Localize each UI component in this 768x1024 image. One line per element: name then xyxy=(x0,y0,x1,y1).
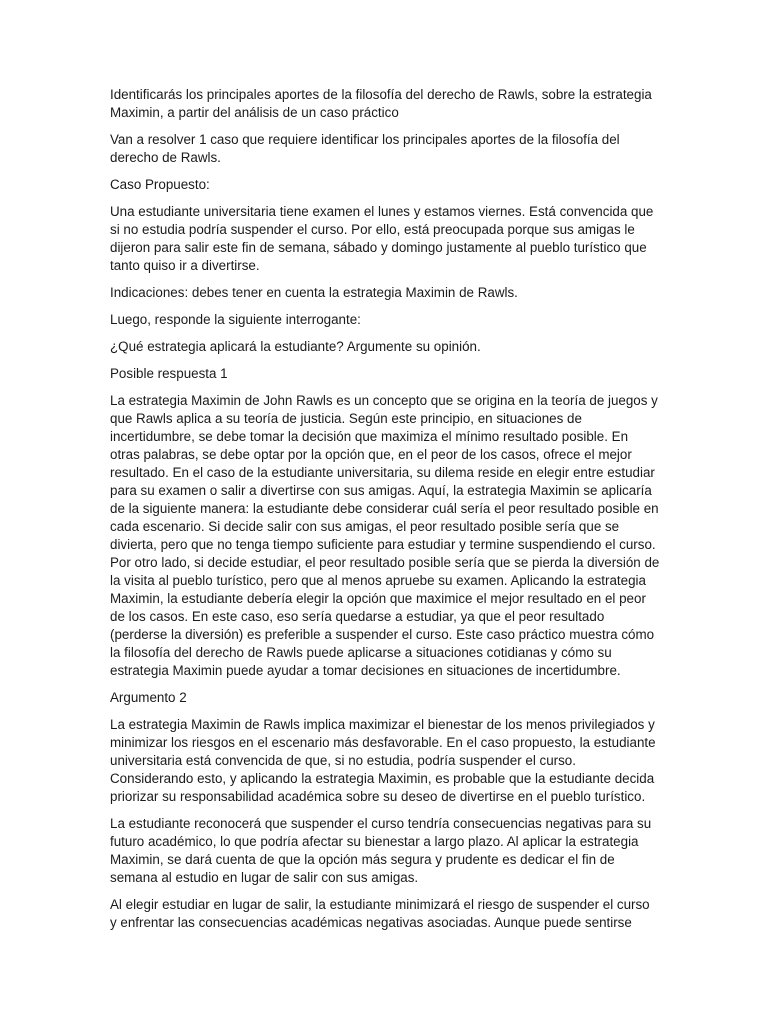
case-description: Una estudiante universitaria tiene examen el lunes y estamos viernes. Está convencida que si no estudia podría suspender el curso. Por ello, está preocupada porque sus amigas le dijeron para salir este fin de semana, sábado y domingo justamente al pueblo turístico que tanto quiso ir a divertirse. xyxy=(110,204,654,273)
argument-2-paragraph-3: Al elegir estudiar en lugar de salir, la estudiante minimizará el riesgo de suspender el curso y enfrentar las consecuencias académicas negativas asociadas. Aunque puede sentirse xyxy=(110,897,650,930)
assignment-title: Identificarás los principales aportes de la filosofía del derecho de Rawls, sobre la estrategia Maximin, a partir del análisis de un caso práctico xyxy=(110,87,652,120)
argument-2-paragraph-1: La estrategia Maximin de Rawls implica maximizar el bienestar de los menos privilegiados y minimizar los riesgos en el escenario más desfavorable. En el caso propuesto, la estudiante universitaria está convencida de que, si no estudia, podría suspender el curso. Considerando esto, y aplicando la estrategia Maximin, es probable que la estudiante decida priorizar su responsabilidad académica sobre su deseo de divertirse en el pueblo turístico. xyxy=(110,717,656,804)
answer-1-heading: Posible respuesta 1 xyxy=(110,366,228,381)
argument-2-heading: Argumento 2 xyxy=(110,690,187,705)
indications: Indicaciones: debes tener en cuenta la estrategia Maximin de Rawls. xyxy=(110,285,518,300)
question-intro: Luego, responde la siguiente interrogante: xyxy=(110,312,361,327)
document-body xyxy=(110,86,660,941)
answer-1-body: La estrategia Maximin de John Rawls es un concepto que se origina en la teoría de juegos y que Rawls aplica a su teoría de justicia. Según este principio, en situaciones de incertidumbre, se debe tomar la decisión que maximiza el mínimo resultado posible. En otras palabras, se debe optar por la opción que, en el peor de los casos, ofrece el mejor resultado. En el caso de la estudiante universitaria, su dilema reside en elegir entre estudiar para su examen o salir a divertirse con sus amigas. Aquí, la estrategia Maximin se aplicaría de la siguiente manera: la estudiante debe considerar cuál sería el peor resultado posible en cada escenario. Si decide salir con sus amigas, el peor resultado posible sería que se divierta, pero que no tenga tiempo suficiente para estudiar y termine suspendiendo el curso. Por otro lado, si decide estudiar, el peor resultado posible sería que se pierda la diversión de la visita al pueblo turístico, pero que al menos apruebe su examen. Aplicando la estrategia Maximin, la estudiante debería elegir la opción que maximice el mejor resultado en el peor de los casos. En este caso, eso sería quedarse a estudiar, ya que el peor resultado (perderse la diversión) es preferible a suspender el curso. Este caso práctico muestra cómo la filosofía del derecho de Rawls puede aplicarse a situaciones cotidianas y cómo su estrategia Maximin puede ayudar a tomar decisiones en situaciones de incertidumbre. xyxy=(110,393,660,678)
case-heading: Caso Propuesto: xyxy=(110,177,210,192)
question: ¿Qué estrategia aplicará la estudiante? Argumente su opinión. xyxy=(110,339,481,354)
argument-2-paragraph-2: La estudiante reconocerá que suspender el curso tendría consecuencias negativas para su futuro académico, lo que podría afectar su bienestar a largo plazo. Al aplicar la estrategia Maximin, se dará cuenta de que la opción más segura y prudente es dedicar el fin de semana al estudio en lugar de salir con sus amigas. xyxy=(110,816,652,885)
assignment-instructions: Van a resolver 1 caso que requiere identificar los principales aportes de la filosofía del derecho de Rawls. xyxy=(110,132,620,165)
